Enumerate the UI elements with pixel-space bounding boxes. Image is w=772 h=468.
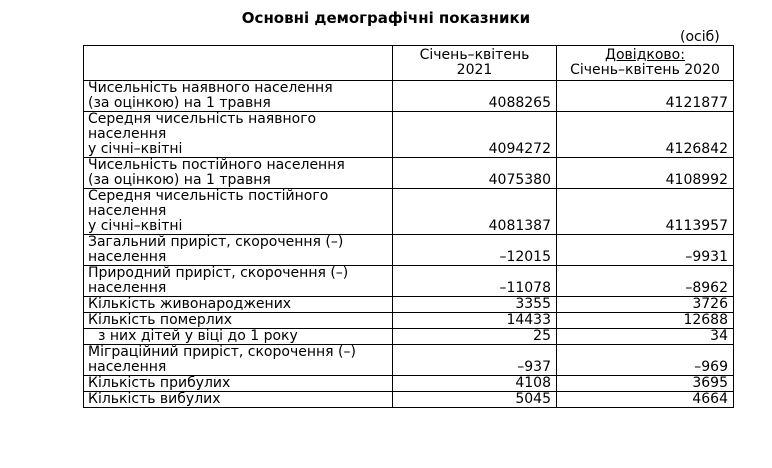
table-body xyxy=(84,81,734,408)
value-2020: 4126842 xyxy=(557,112,734,158)
row-label-line: у січні–квітні xyxy=(88,141,183,157)
row-label-line: Кількість живонароджених xyxy=(88,296,292,312)
table-row xyxy=(84,345,734,376)
row-label-line: (за оцінкою) на 1 травня xyxy=(88,95,271,111)
row-label-line: Кількість прибулих xyxy=(88,375,231,391)
table-row xyxy=(84,81,734,112)
value-2021: –12015 xyxy=(393,235,557,266)
header-2021-line2: 2021 xyxy=(456,62,493,78)
value-2020: 12688 xyxy=(557,313,734,329)
table-row xyxy=(84,329,734,345)
table-row xyxy=(84,158,734,189)
table-row xyxy=(84,392,734,408)
row-label-line: населення xyxy=(88,203,167,219)
row-label-line: Середня чисельність наявного xyxy=(88,111,317,127)
table-row xyxy=(84,297,734,313)
value-2020: 34 xyxy=(557,329,734,345)
table-row xyxy=(84,112,734,158)
row-label xyxy=(84,297,393,313)
unit-label: (осіб) xyxy=(680,29,720,45)
table-row xyxy=(84,235,734,266)
value-2020: –8962 xyxy=(557,266,734,297)
value-2021: –11078 xyxy=(393,266,557,297)
row-label-line: у січні–квітні xyxy=(88,218,183,234)
table-row xyxy=(84,189,734,235)
row-label xyxy=(84,266,393,297)
row-label xyxy=(84,376,393,392)
value-2020: 4108992 xyxy=(557,158,734,189)
row-label-line: Загальний приріст, скорочення (–) xyxy=(88,234,344,250)
row-label xyxy=(84,313,393,329)
row-label xyxy=(84,189,393,235)
demographics-table xyxy=(83,45,734,408)
header-2020-reference: Довідково: xyxy=(605,47,685,63)
row-label-line: Міграційний приріст, скорочення (–) xyxy=(88,344,356,360)
value-2020: 4113957 xyxy=(557,189,734,235)
value-2021: 3355 xyxy=(393,297,557,313)
header-2020-period: Січень–квітень 2020 xyxy=(570,62,720,78)
row-label xyxy=(84,81,393,112)
row-label xyxy=(84,112,393,158)
row-label xyxy=(84,158,393,189)
value-2021: 25 xyxy=(393,329,557,345)
row-label xyxy=(84,235,393,266)
value-2020: 3695 xyxy=(557,376,734,392)
row-label-line: населення xyxy=(88,280,167,296)
value-2021: 5045 xyxy=(393,392,557,408)
row-label-line: Кількість вибулих xyxy=(88,391,221,407)
row-label-line: Природний приріст, скорочення (–) xyxy=(88,265,349,281)
row-label-line: Чисельність наявного населення xyxy=(88,80,333,96)
row-label-line: Чисельність постійного населення xyxy=(88,157,345,173)
value-2020: –969 xyxy=(557,345,734,376)
row-label xyxy=(84,345,393,376)
value-2020: –9931 xyxy=(557,235,734,266)
value-2021: 4075380 xyxy=(393,158,557,189)
header-2021 xyxy=(393,46,557,81)
row-label-line: Середня чисельність постійного xyxy=(88,188,329,204)
value-2020: 4664 xyxy=(557,392,734,408)
value-2021: 4108 xyxy=(393,376,557,392)
row-label-line: населення xyxy=(88,359,167,375)
row-label-line: Кількість померлих xyxy=(88,312,233,328)
value-2020: 4121877 xyxy=(557,81,734,112)
row-label-line: з них дітей у віці до 1 року xyxy=(98,328,298,344)
value-2021: 14433 xyxy=(393,313,557,329)
value-2020: 3726 xyxy=(557,297,734,313)
table-row xyxy=(84,313,734,329)
table-header-row xyxy=(84,46,734,81)
row-label-line: (за оцінкою) на 1 травня xyxy=(88,172,271,188)
row-label xyxy=(84,329,393,345)
value-2021: –937 xyxy=(393,345,557,376)
row-label-line: населення xyxy=(88,249,167,265)
value-2021: 4088265 xyxy=(393,81,557,112)
row-label-line: населення xyxy=(88,126,167,142)
table-row xyxy=(84,376,734,392)
value-2021: 4081387 xyxy=(393,189,557,235)
value-2021: 4094272 xyxy=(393,112,557,158)
header-indicator xyxy=(84,46,393,81)
header-2020 xyxy=(557,46,734,81)
row-label xyxy=(84,392,393,408)
header-2021-line1: Січень–квітень xyxy=(419,47,530,63)
table-row xyxy=(84,266,734,297)
page-title: Основні демографічні показники xyxy=(241,9,531,27)
